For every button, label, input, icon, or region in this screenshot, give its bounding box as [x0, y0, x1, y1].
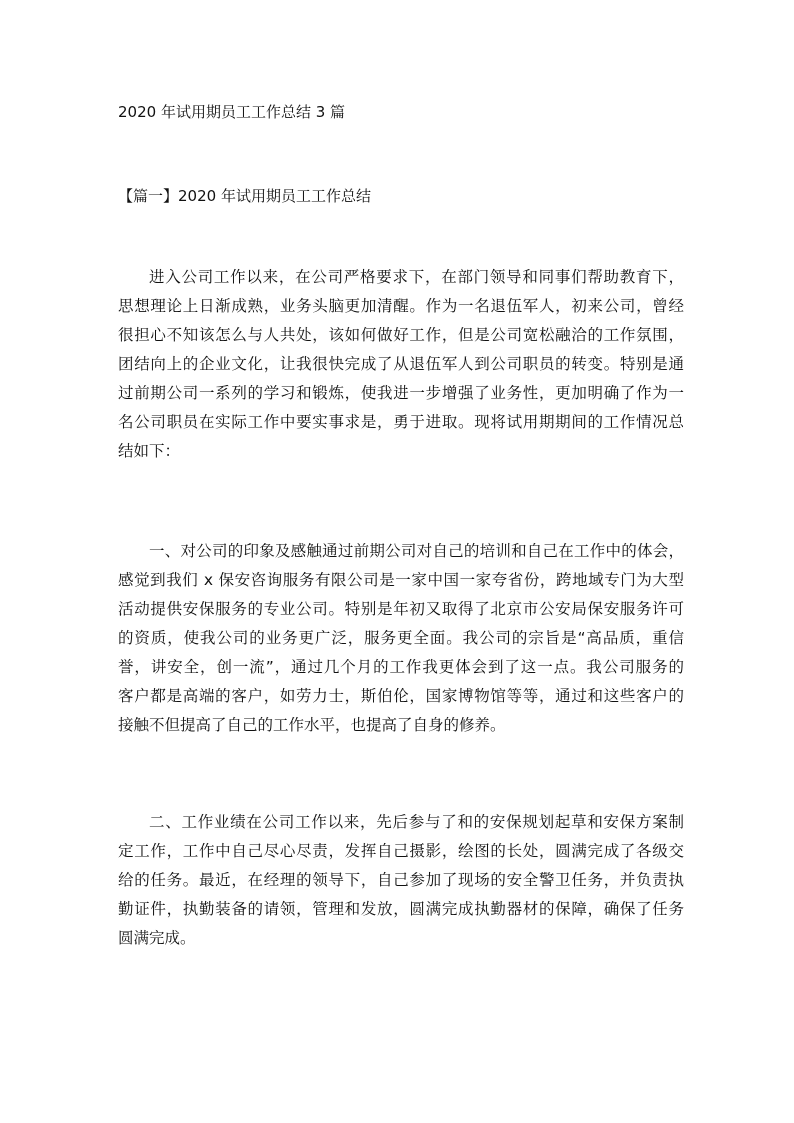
paragraph-line: 过前期公司一系列的学习和锻炼，使我进一步增强了业务性，更加明确了作为一 [118, 384, 684, 402]
paragraph-line: 思想理论上日渐成熟，业务头脑更加清醒。作为一名退伍军人，初来公司，曾经 [118, 297, 684, 315]
paragraph-line: 活动提供安保服务的专业公司。特别是年初又取得了北京市公安局保安服务许可 [118, 600, 684, 618]
paragraph-line: 定工作，工作中自己尽心尽责，发挥自己摄影，绘图的长处，圆满完成了各级交 [118, 842, 684, 860]
paragraph-line: 誉，讲安全，创一流”，通过几个月的工作我更体会到了这一点。我公司服务的 [118, 658, 684, 676]
paragraph-line: 很担心不知该怎么与人共处，该如何做好工作，但是公司宽松融洽的工作氛围， [118, 326, 684, 344]
paragraph-line: 勤证件，执勤装备的请领，管理和发放，圆满完成执勤器材的保障，确保了任务 [118, 900, 684, 918]
paragraph-line: 客户都是高端的客户，如劳力士，斯伯伦，国家博物馆等等，通过和这些客户的 [118, 687, 684, 705]
paragraph-line: 感觉到我们 x 保安咨询服务有限公司是一家中国一家夸省份，跨地域专门为大型 [118, 571, 684, 589]
paragraph-line: 名公司职员在实际工作中要实事求是，勇于进取。现将试用期期间的工作情况总 [118, 413, 684, 431]
paragraph-line: 一、对公司的印象及感触通过前期公司对自己的培训和自己在工作中的体会， [149, 542, 684, 560]
paragraph-intro [118, 263, 684, 466]
paragraph-line: 的资质，使我公司的业务更广泛，服务更全面。我公司的宗旨是“高品质，重信 [118, 629, 684, 647]
section-heading: 【篇一】2020 年试用期员工工作总结 [118, 187, 371, 205]
paragraph-company-impression [118, 537, 684, 740]
paragraph-line: 团结向上的企业文化，让我很快完成了从退伍军人到公司职员的转变。特别是通 [118, 355, 684, 373]
paragraph-line: 接触不但提高了自己的工作水平，也提高了自身的修养。 [118, 716, 506, 734]
document-title: 2020 年试用期员工工作总结 3 篇 [118, 103, 346, 121]
paragraph-line: 二、工作业绩在公司工作以来，先后参与了和的安保规划起草和安保方案制 [149, 813, 684, 831]
paragraph-line: 进入公司工作以来，在公司严格要求下，在部门领导和同事们帮助教育下， [149, 268, 684, 286]
paragraph-work-performance [118, 808, 684, 953]
paragraph-line: 结如下： [118, 442, 181, 460]
paragraph-line: 给的任务。最近，在经理的领导下，自己参加了现场的安全警卫任务，并负责执 [118, 871, 684, 889]
paragraph-line: 圆满完成。 [118, 929, 196, 947]
